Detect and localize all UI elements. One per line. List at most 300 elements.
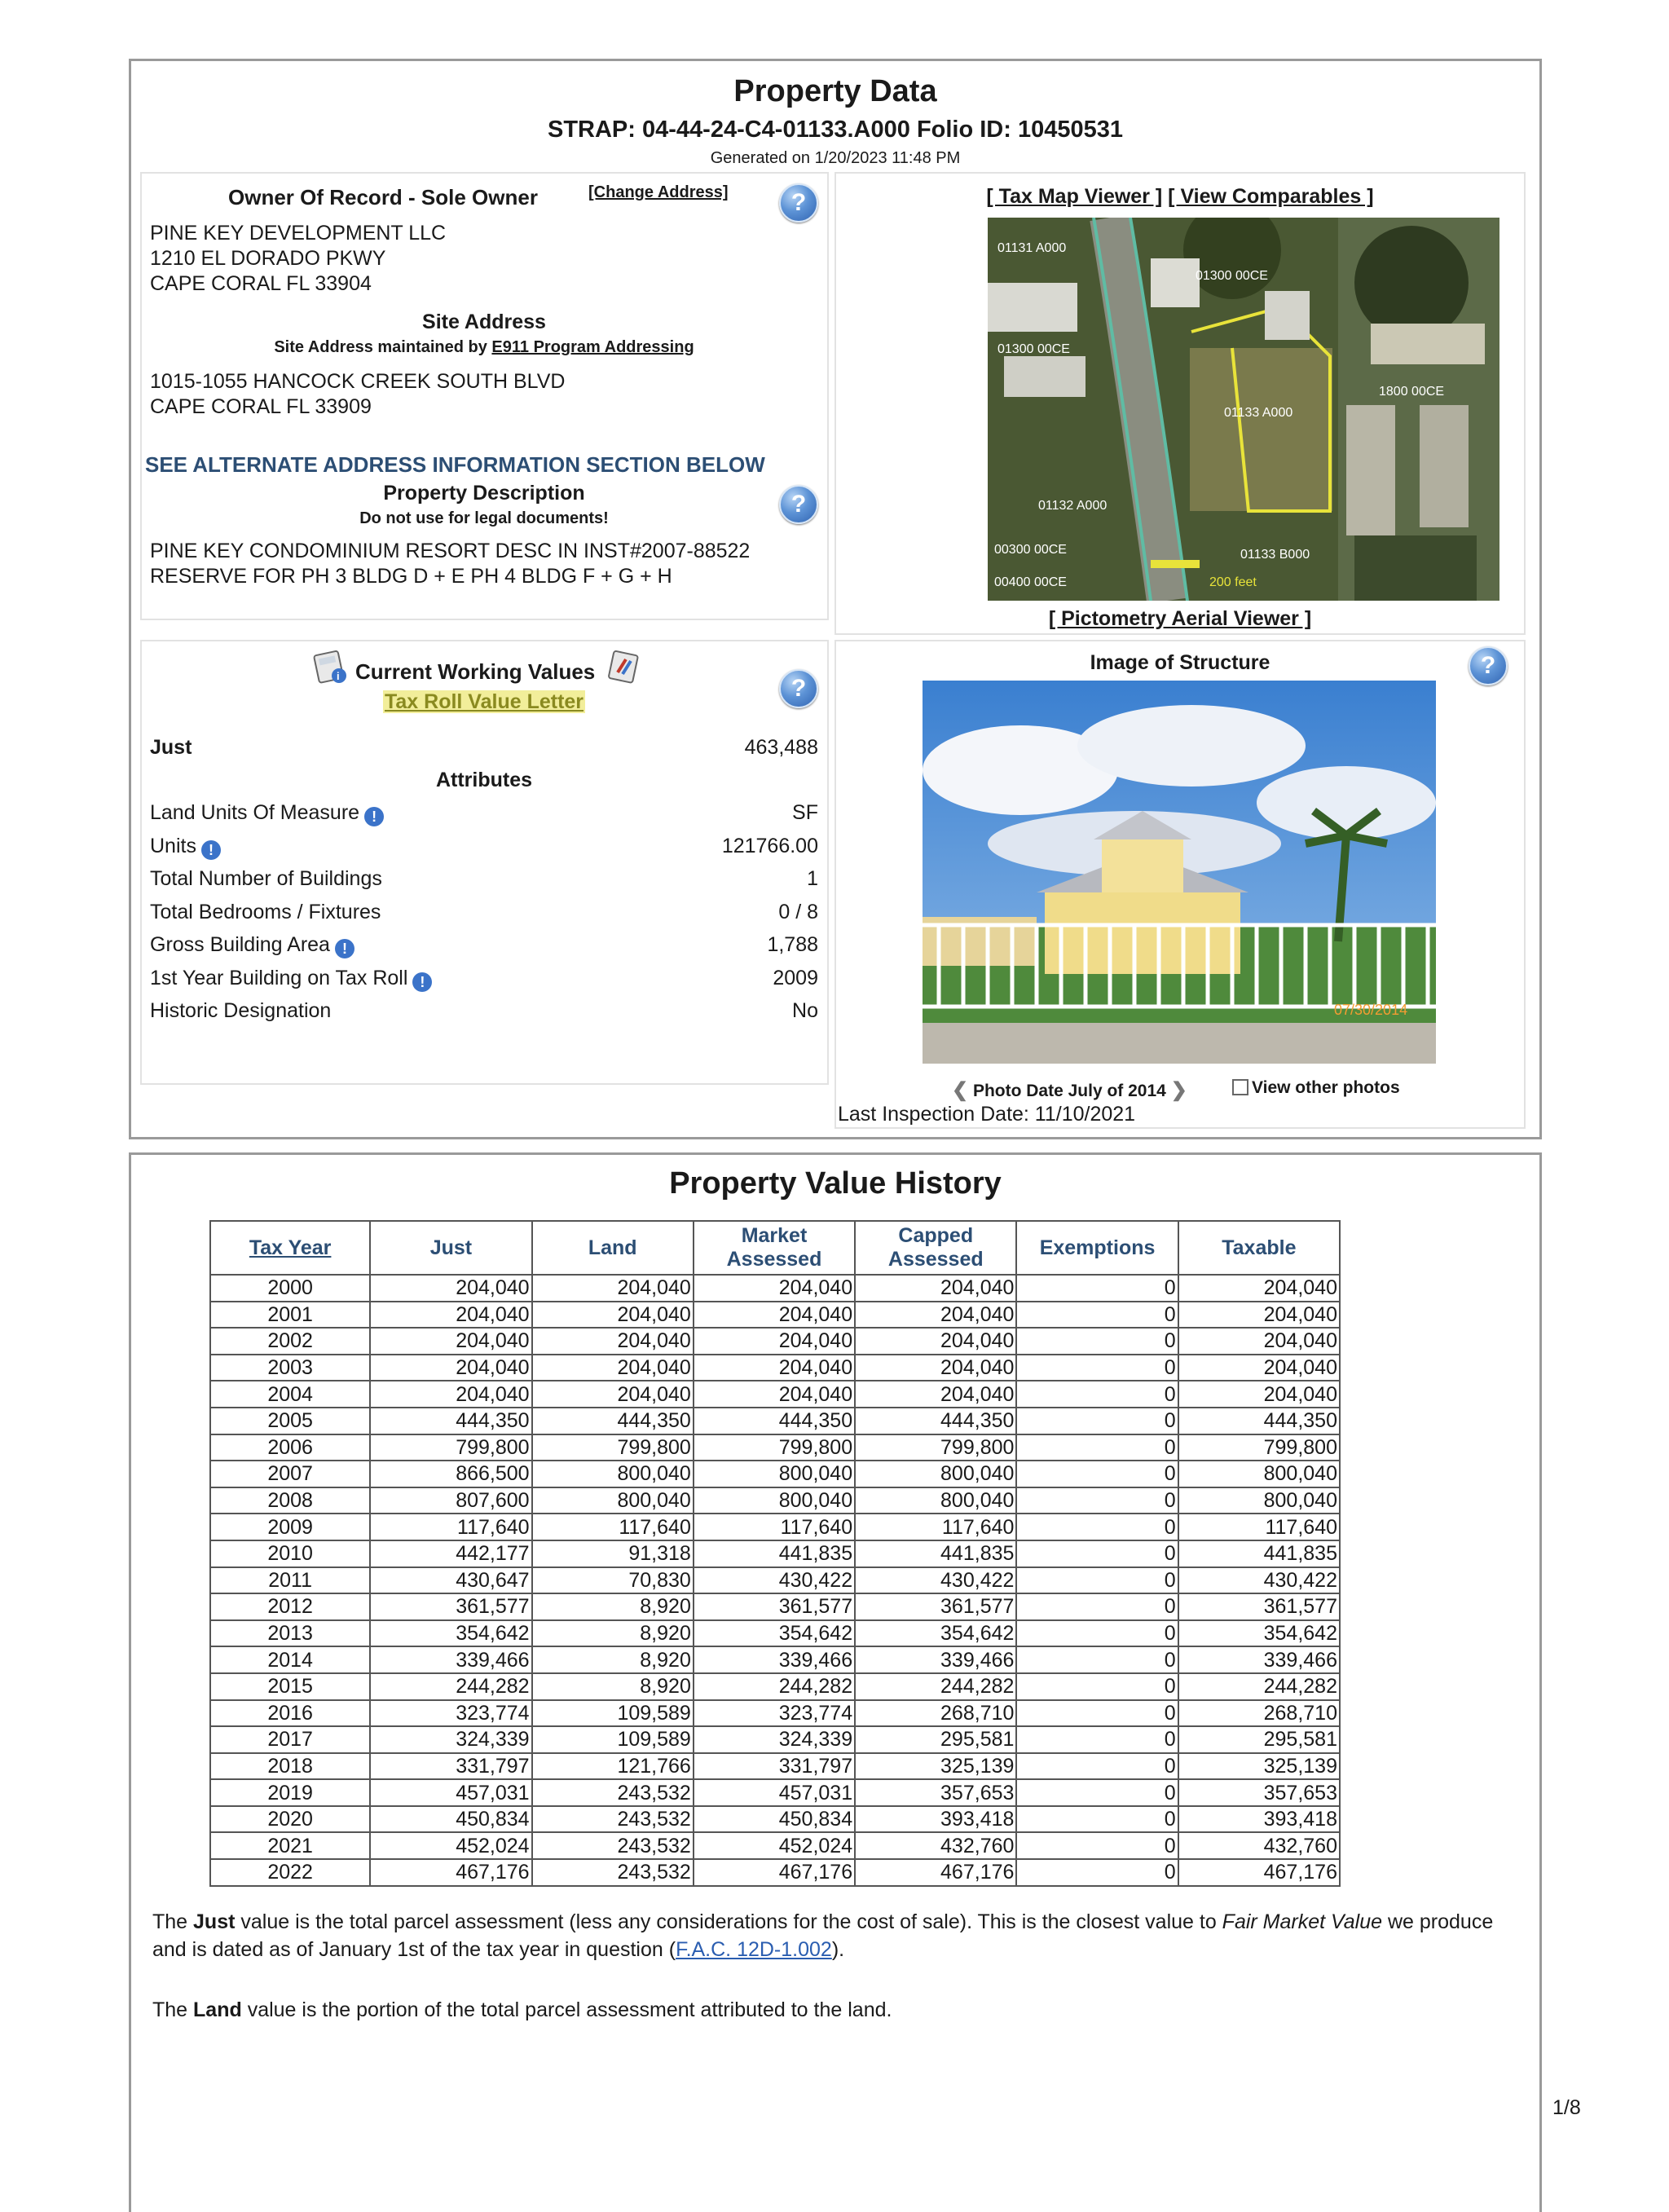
map-label: 00300 00CE xyxy=(994,543,1067,557)
value-cell: 0 xyxy=(1016,1593,1178,1620)
value-cell: 331,797 xyxy=(694,1753,855,1780)
value-cell: 467,176 xyxy=(370,1859,531,1886)
map-label: 01300 00CE xyxy=(997,342,1070,356)
value-cell: 800,040 xyxy=(1178,1487,1340,1514)
table-row xyxy=(210,1806,1340,1833)
value-cell: 0 xyxy=(1016,1408,1178,1434)
owner-street: 1210 EL DORADO PKWY xyxy=(150,247,386,270)
working-values-heading: Current Working Values xyxy=(355,659,596,684)
map-label: 01133 A000 xyxy=(1224,406,1293,420)
info-icon[interactable]: ! xyxy=(364,807,384,826)
value-cell: 0 xyxy=(1016,1302,1178,1329)
value-cell: 442,177 xyxy=(370,1540,531,1567)
value-cell: 467,176 xyxy=(1178,1859,1340,1886)
value-cell: 432,760 xyxy=(855,1832,1016,1859)
map-label: 00400 00CE xyxy=(994,575,1067,589)
attributes-heading: Attributes xyxy=(435,769,533,791)
value-cell: 0 xyxy=(1016,1753,1178,1780)
value-cell: 800,040 xyxy=(694,1461,855,1487)
note-text: value is the total parcel assessment (less any considerations for the cost of sale). This is the closest value to xyxy=(235,1910,1222,1933)
tax-year-cell: 2008 xyxy=(210,1487,370,1514)
column-header: Taxable xyxy=(1178,1221,1340,1275)
legal-line-2: RESERVE FOR PH 3 BLDG D + E PH 4 BLDG F + G + H xyxy=(150,565,672,588)
value-cell: 295,581 xyxy=(855,1726,1016,1753)
map-scale-label: 200 feet xyxy=(1209,575,1257,589)
value-cell: 361,577 xyxy=(370,1593,531,1620)
value-cell: 441,835 xyxy=(694,1540,855,1567)
value-cell: 0 xyxy=(1016,1355,1178,1381)
tax-roll-letter-row xyxy=(142,690,826,714)
structure-photo-graphic xyxy=(923,681,1436,1064)
tax-year-cell: 2022 xyxy=(210,1859,370,1886)
calculator-icon xyxy=(313,650,349,685)
table-row xyxy=(210,1275,1340,1302)
value-cell: 204,040 xyxy=(694,1302,855,1329)
attribute-row xyxy=(150,901,818,925)
value-cell: 807,600 xyxy=(370,1487,531,1514)
tax-map-viewer-link[interactable]: [ Tax Map Viewer ] xyxy=(986,185,1163,208)
value-cell: 204,040 xyxy=(532,1381,694,1408)
value-cell: 121,766 xyxy=(532,1753,694,1780)
value-cell: 339,466 xyxy=(370,1646,531,1673)
legal-description xyxy=(150,539,750,589)
value-cell: 243,532 xyxy=(532,1832,694,1859)
table-row xyxy=(210,1434,1340,1461)
value-cell: 354,642 xyxy=(370,1620,531,1647)
value-cell: 452,024 xyxy=(694,1832,855,1859)
e911-link[interactable]: E911 Program Addressing xyxy=(491,338,694,356)
value-cell: 204,040 xyxy=(532,1355,694,1381)
value-cell: 444,350 xyxy=(370,1408,531,1434)
property-description-heading: Property Description xyxy=(383,482,585,505)
pictometry-aerial-viewer-link[interactable]: [ Pictometry Aerial Viewer ] xyxy=(1048,607,1312,630)
attribute-label xyxy=(150,999,331,1023)
table-row xyxy=(210,1408,1340,1434)
attribute-row xyxy=(150,867,818,892)
value-cell: 204,040 xyxy=(855,1381,1016,1408)
value-cell: 204,040 xyxy=(694,1328,855,1355)
value-cell: 325,139 xyxy=(855,1753,1016,1780)
tax-year-cell: 2016 xyxy=(210,1700,370,1727)
help-icon[interactable]: ? xyxy=(779,183,818,223)
value-cell: 295,581 xyxy=(1178,1726,1340,1753)
value-cell: 799,800 xyxy=(855,1434,1016,1461)
site-maintained-prefix: Site Address maintained by xyxy=(274,338,492,356)
value-cell: 430,647 xyxy=(370,1567,531,1594)
view-comparables-link[interactable]: [ View Comparables ] xyxy=(1168,185,1374,208)
value-cell: 800,040 xyxy=(855,1487,1016,1514)
value-cell: 800,040 xyxy=(532,1487,694,1514)
value-cell: 799,800 xyxy=(1178,1434,1340,1461)
tax-year-cell: 2009 xyxy=(210,1514,370,1540)
owner-city: CAPE CORAL FL 33904 xyxy=(150,272,372,295)
map-label: 1800 00CE xyxy=(1379,385,1445,399)
value-cell: 800,040 xyxy=(532,1461,694,1487)
value-cell: 339,466 xyxy=(1178,1646,1340,1673)
value-cell: 204,040 xyxy=(370,1302,531,1329)
table-row xyxy=(210,1355,1340,1381)
value-cell: 354,642 xyxy=(694,1620,855,1647)
owner-name: PINE KEY DEVELOPMENT LLC xyxy=(150,222,447,245)
value-cell: 323,774 xyxy=(370,1700,531,1727)
value-cell: 243,532 xyxy=(532,1859,694,1886)
value-cell: 441,835 xyxy=(1178,1540,1340,1567)
attribute-label xyxy=(150,967,432,992)
value-cell: 204,040 xyxy=(1178,1355,1340,1381)
value-cell: 204,040 xyxy=(1178,1328,1340,1355)
view-other-photos-label: View other photos xyxy=(1252,1078,1400,1097)
value-cell: 324,339 xyxy=(694,1726,855,1753)
pictometry-row xyxy=(836,607,1524,631)
value-cell: 866,500 xyxy=(370,1461,531,1487)
column-header: Capped Assessed xyxy=(855,1221,1016,1275)
value-cell: 800,040 xyxy=(855,1461,1016,1487)
tax-year-cell: 2018 xyxy=(210,1753,370,1780)
table-row xyxy=(210,1779,1340,1806)
map-label: 01300 00CE xyxy=(1196,269,1268,283)
photo-date-label: Photo Date July of 2014 xyxy=(972,1082,1166,1100)
value-cell: 800,040 xyxy=(694,1487,855,1514)
site-address-heading: Site Address xyxy=(422,311,546,333)
attribute-value: 1 xyxy=(807,867,818,890)
value-cell: 244,282 xyxy=(370,1673,531,1700)
just-value-row xyxy=(150,736,818,760)
value-cell: 0 xyxy=(1016,1540,1178,1567)
tax-year-cell: 2002 xyxy=(210,1328,370,1355)
attribute-row xyxy=(150,801,818,826)
help-icon[interactable]: ? xyxy=(1469,646,1508,685)
note-text: The xyxy=(152,1910,194,1933)
note-text: value is the portion of the total parcel assessment attributed to the land. xyxy=(241,1998,892,2021)
tax-year-cell: 2011 xyxy=(210,1567,370,1594)
table-row xyxy=(210,1381,1340,1408)
value-cell: 467,176 xyxy=(694,1859,855,1886)
photo-date-stamp: 07/30/2014 xyxy=(1334,1002,1408,1018)
attribute-label-text: Gross Building Area xyxy=(150,933,330,956)
site-city: CAPE CORAL FL 33909 xyxy=(150,395,372,418)
tax-year-cell: 2005 xyxy=(210,1408,370,1434)
history-title: Property Value History xyxy=(669,1166,1002,1201)
attribute-label-text: Land Units Of Measure xyxy=(150,801,360,824)
table-row xyxy=(210,1328,1340,1355)
tax-year-cell: 2012 xyxy=(210,1593,370,1620)
value-cell: 117,640 xyxy=(694,1514,855,1540)
table-row xyxy=(210,1620,1340,1647)
info-icon[interactable]: ! xyxy=(201,840,221,860)
attribute-value: 0 / 8 xyxy=(778,900,818,923)
other-photos-option xyxy=(1232,1078,1400,1098)
value-cell: 0 xyxy=(1016,1620,1178,1647)
tax-year-cell: 2003 xyxy=(210,1355,370,1381)
value-cell: 430,422 xyxy=(694,1567,855,1594)
value-cell: 432,760 xyxy=(1178,1832,1340,1859)
tax-year-cell: 2021 xyxy=(210,1832,370,1859)
value-history-rows xyxy=(210,1275,1340,1886)
table-row xyxy=(210,1487,1340,1514)
map-label: 01132 A000 xyxy=(1038,499,1108,513)
note-text: ). xyxy=(831,1938,845,1961)
value-cell: 244,282 xyxy=(1178,1673,1340,1700)
value-cell: 0 xyxy=(1016,1434,1178,1461)
table-row xyxy=(210,1302,1340,1329)
attribute-label-text: Total Number of Buildings xyxy=(150,867,382,890)
alternate-address-notice[interactable]: SEE ALTERNATE ADDRESS INFORMATION SECTION BELOW xyxy=(145,452,765,477)
column-header: Just xyxy=(370,1221,531,1275)
attribute-label-text: 1st Year Building on Tax Roll xyxy=(150,966,408,989)
tax-year-cell: 2010 xyxy=(210,1540,370,1567)
view-other-photos-checkbox[interactable] xyxy=(1232,1079,1248,1095)
value-cell: 204,040 xyxy=(855,1328,1016,1355)
fac-rule-link[interactable]: F.A.C. 12D-1.002 xyxy=(676,1938,832,1961)
value-cell: 204,040 xyxy=(694,1275,855,1302)
legal-line-1: PINE KEY CONDOMINIUM RESORT DESC IN INST#2007-88522 xyxy=(150,540,751,562)
value-cell: 339,466 xyxy=(855,1646,1016,1673)
aerial-map-graphic xyxy=(988,218,1499,601)
value-cell: 457,031 xyxy=(370,1779,531,1806)
value-cell: 444,350 xyxy=(694,1408,855,1434)
value-cell: 331,797 xyxy=(370,1753,531,1780)
tax-year-cell: 2007 xyxy=(210,1461,370,1487)
value-cell: 204,040 xyxy=(370,1275,531,1302)
attribute-label xyxy=(150,901,381,924)
structure-image-section xyxy=(834,640,1526,1129)
page-number: 1/8 xyxy=(1552,2096,1581,2119)
owner-address xyxy=(150,221,446,297)
tax-year-sort-link[interactable]: Tax Year xyxy=(249,1236,332,1259)
site-street: 1015-1055 HANCOCK CREEK SOUTH BLVD xyxy=(150,370,566,393)
working-values-section xyxy=(140,640,829,1085)
structure-photo[interactable] xyxy=(923,681,1436,1064)
table-row xyxy=(210,1567,1340,1594)
table-row xyxy=(210,1593,1340,1620)
attribute-row xyxy=(150,835,818,859)
attribute-label xyxy=(150,835,221,860)
value-cell: 8,920 xyxy=(532,1646,694,1673)
value-cell: 393,418 xyxy=(1178,1806,1340,1833)
value-cell: 268,710 xyxy=(1178,1700,1340,1727)
table-row xyxy=(210,1514,1340,1540)
attribute-row xyxy=(150,933,818,958)
attribute-value: SF xyxy=(792,801,818,824)
value-cell: 268,710 xyxy=(855,1700,1016,1727)
value-cell: 0 xyxy=(1016,1700,1178,1727)
value-cell: 0 xyxy=(1016,1806,1178,1833)
strap-folio-line: STRAP: 04-44-24-C4-01133.A000 Folio ID: 10450531 xyxy=(547,117,1123,143)
map-label: 01131 A000 xyxy=(997,241,1067,255)
value-cell: 0 xyxy=(1016,1859,1178,1886)
image-heading: Image of Structure xyxy=(1090,651,1270,674)
value-cell: 444,350 xyxy=(1178,1408,1340,1434)
property-data-panel xyxy=(129,59,1542,1139)
value-cell: 117,640 xyxy=(370,1514,531,1540)
value-cell: 0 xyxy=(1016,1275,1178,1302)
tax-year-cell: 2004 xyxy=(210,1381,370,1408)
value-cell: 325,139 xyxy=(1178,1753,1340,1780)
value-cell: 204,040 xyxy=(855,1275,1016,1302)
value-cell: 204,040 xyxy=(370,1381,531,1408)
value-cell: 91,318 xyxy=(532,1540,694,1567)
owner-heading: Owner Of Record - Sole Owner xyxy=(228,185,538,209)
attribute-label-text: Historic Designation xyxy=(150,999,332,1022)
chevron-left-icon[interactable]: ❮ xyxy=(952,1079,969,1101)
tax-year-cell: 2014 xyxy=(210,1646,370,1673)
value-cell: 361,577 xyxy=(855,1593,1016,1620)
table-row xyxy=(210,1753,1340,1780)
tax-year-cell: 2001 xyxy=(210,1302,370,1329)
note-italic: Fair Market Value xyxy=(1222,1910,1383,1933)
help-icon[interactable]: ? xyxy=(779,669,818,708)
note-text: we produce and is dated as of January 1st of the tax year in question ( xyxy=(152,1910,1494,1961)
value-history-table xyxy=(209,1220,1341,1887)
calculator-icon xyxy=(606,650,642,685)
value-cell: 243,532 xyxy=(532,1806,694,1833)
value-cell: 117,640 xyxy=(1178,1514,1340,1540)
value-cell: 354,642 xyxy=(1178,1620,1340,1647)
value-cell: 357,653 xyxy=(1178,1779,1340,1806)
note-bold: Land xyxy=(193,1998,242,2021)
attribute-value: 2009 xyxy=(773,966,818,989)
table-row xyxy=(210,1700,1340,1727)
table-row xyxy=(210,1461,1340,1487)
value-cell: 244,282 xyxy=(694,1673,855,1700)
value-cell: 452,024 xyxy=(370,1832,531,1859)
value-cell: 467,176 xyxy=(855,1859,1016,1886)
value-cell: 109,589 xyxy=(532,1700,694,1727)
attribute-label xyxy=(150,801,384,826)
value-cell: 8,920 xyxy=(532,1593,694,1620)
value-cell: 0 xyxy=(1016,1646,1178,1673)
value-cell: 450,834 xyxy=(694,1806,855,1833)
column-header: Market Assessed xyxy=(694,1221,855,1275)
tax-year-cell: 2019 xyxy=(210,1779,370,1806)
value-cell: 393,418 xyxy=(855,1806,1016,1833)
value-cell: 430,422 xyxy=(855,1567,1016,1594)
value-cell: 204,040 xyxy=(1178,1302,1340,1329)
value-cell: 8,920 xyxy=(532,1620,694,1647)
column-header: Exemptions xyxy=(1016,1221,1178,1275)
value-history-panel xyxy=(129,1152,1542,2212)
attribute-label-text: Total Bedrooms / Fixtures xyxy=(150,900,381,923)
attribute-label-text: Units xyxy=(150,834,196,857)
value-cell: 204,040 xyxy=(694,1381,855,1408)
value-cell: 361,577 xyxy=(1178,1593,1340,1620)
attribute-value: 121766.00 xyxy=(721,834,818,857)
value-cell: 204,040 xyxy=(370,1355,531,1381)
value-cell: 339,466 xyxy=(694,1646,855,1673)
site-maintained-note xyxy=(142,338,826,357)
info-icon[interactable]: ! xyxy=(335,939,354,958)
value-cell: 204,040 xyxy=(532,1302,694,1329)
change-address-link[interactable]: [Change Address] xyxy=(588,183,729,201)
value-cell: 204,040 xyxy=(855,1302,1016,1329)
map-section xyxy=(834,172,1526,635)
tax-year-cell: 2000 xyxy=(210,1275,370,1302)
info-icon[interactable]: ! xyxy=(412,972,432,992)
value-cell: 8,920 xyxy=(532,1673,694,1700)
table-header-row xyxy=(210,1221,1340,1275)
value-cell: 109,589 xyxy=(532,1726,694,1753)
value-cell: 0 xyxy=(1016,1673,1178,1700)
value-cell: 441,835 xyxy=(855,1540,1016,1567)
tax-year-cell: 2013 xyxy=(210,1620,370,1647)
value-cell: 799,800 xyxy=(694,1434,855,1461)
tax-year-cell: 2006 xyxy=(210,1434,370,1461)
value-cell: 0 xyxy=(1016,1779,1178,1806)
value-cell: 204,040 xyxy=(532,1275,694,1302)
tax-year-cell: 2020 xyxy=(210,1806,370,1833)
note-bold: Just xyxy=(193,1910,236,1933)
value-cell: 117,640 xyxy=(855,1514,1016,1540)
value-cell: 0 xyxy=(1016,1328,1178,1355)
just-value-note xyxy=(152,1908,1521,1963)
attribute-value: 1,788 xyxy=(767,933,818,956)
note-text: The xyxy=(152,1998,194,2021)
value-cell: 117,640 xyxy=(532,1514,694,1540)
legal-warning: Do not use for legal documents! xyxy=(359,509,609,527)
site-address xyxy=(150,369,565,420)
value-cell: 323,774 xyxy=(694,1700,855,1727)
tax-year-cell: 2015 xyxy=(210,1673,370,1700)
value-cell: 70,830 xyxy=(532,1567,694,1594)
value-cell: 457,031 xyxy=(694,1779,855,1806)
value-cell: 357,653 xyxy=(855,1779,1016,1806)
value-cell: 799,800 xyxy=(532,1434,694,1461)
table-row xyxy=(210,1673,1340,1700)
value-cell: 244,282 xyxy=(855,1673,1016,1700)
value-cell: 204,040 xyxy=(1178,1381,1340,1408)
value-cell: 0 xyxy=(1016,1567,1178,1594)
value-cell: 430,422 xyxy=(1178,1567,1340,1594)
aerial-map-image[interactable] xyxy=(988,218,1499,601)
attribute-label xyxy=(150,933,354,958)
value-cell: 0 xyxy=(1016,1381,1178,1408)
value-cell: 204,040 xyxy=(855,1355,1016,1381)
table-row xyxy=(210,1832,1340,1859)
svg-text:i: i xyxy=(337,670,340,682)
generated-timestamp: Generated on 1/20/2023 11:48 PM xyxy=(710,149,961,167)
page-title: Property Data xyxy=(733,74,937,108)
just-value: 463,488 xyxy=(744,736,818,759)
value-cell: 324,339 xyxy=(370,1726,531,1753)
tax-roll-value-letter-link[interactable]: Tax Roll Value Letter xyxy=(384,690,584,713)
attribute-label xyxy=(150,867,382,891)
chevron-right-icon[interactable]: ❯ xyxy=(1170,1079,1187,1101)
value-cell: 204,040 xyxy=(1178,1275,1340,1302)
owner-section xyxy=(140,172,829,620)
last-inspection-date: Last Inspection Date: 11/10/2021 xyxy=(838,1103,1136,1126)
table-row xyxy=(210,1859,1340,1886)
column-header: Land xyxy=(532,1221,694,1275)
value-cell: 204,040 xyxy=(532,1328,694,1355)
attribute-row xyxy=(150,999,818,1024)
map-label: 01133 B000 xyxy=(1240,548,1310,562)
tax-year-cell: 2017 xyxy=(210,1726,370,1753)
value-cell: 0 xyxy=(1016,1832,1178,1859)
map-links xyxy=(836,185,1524,209)
value-cell: 444,350 xyxy=(855,1408,1016,1434)
value-cell: 0 xyxy=(1016,1514,1178,1540)
help-icon[interactable]: ? xyxy=(779,485,818,524)
value-cell: 450,834 xyxy=(370,1806,531,1833)
just-label: Just xyxy=(150,736,192,759)
attribute-row xyxy=(150,967,818,991)
value-cell: 204,040 xyxy=(694,1355,855,1381)
value-cell: 0 xyxy=(1016,1487,1178,1514)
value-cell: 361,577 xyxy=(694,1593,855,1620)
value-cell: 204,040 xyxy=(370,1328,531,1355)
value-cell: 354,642 xyxy=(855,1620,1016,1647)
table-row xyxy=(210,1726,1340,1753)
